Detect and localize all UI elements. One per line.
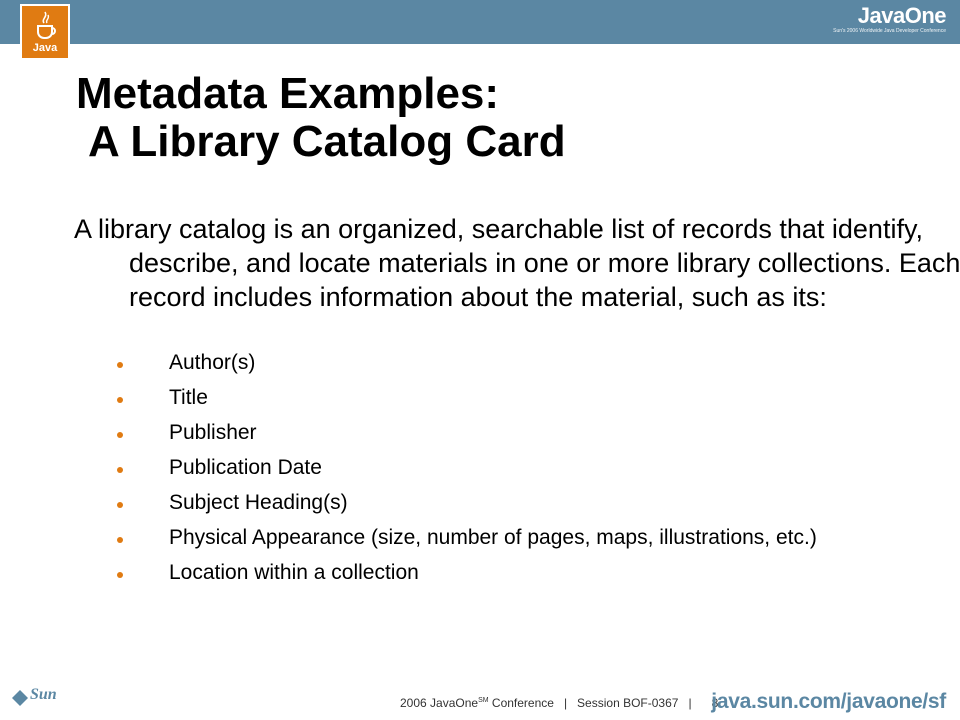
sun-logo-text: Sun — [30, 686, 57, 703]
bullet-text: Subject Heading(s) — [169, 491, 348, 514]
bullet-text: Publication Date — [169, 456, 322, 479]
bullet-text: Author(s) — [169, 351, 256, 374]
sun-logo — [12, 686, 72, 716]
java-logo — [20, 4, 70, 60]
bullet-dot-icon — [117, 502, 123, 508]
javaone-tagline: Sun's 2006 Worldwide Java Developer Conference — [833, 28, 946, 34]
bullet-dot-icon — [117, 397, 123, 403]
bullet-item — [117, 351, 837, 375]
sun-diamond-icon — [12, 690, 28, 706]
bullet-dot-icon — [117, 572, 123, 578]
bullet-item — [117, 421, 837, 445]
java-logo-text: Java — [32, 42, 58, 54]
bullet-item — [117, 526, 837, 550]
bullet-item — [117, 386, 837, 410]
bullet-dot-icon — [117, 362, 123, 368]
javaone-logo — [833, 4, 946, 35]
bullet-dot-icon — [117, 537, 123, 543]
bullet-item — [117, 456, 837, 480]
footer-session-info: Conference | Session BOF-0367 | 8 — [488, 696, 719, 710]
bullet-dot-icon — [117, 467, 123, 473]
java-cup-icon — [32, 10, 60, 40]
bullet-item — [117, 491, 837, 515]
header-bar — [0, 0, 960, 54]
slide-intro-paragraph: A library catalog is an organized, searchable list of records that identify, describe, and locate materials in one or more library collections. Each record includes information about the material, such as its: — [74, 214, 960, 312]
footer-conference-info — [400, 696, 718, 710]
bullet-item — [117, 561, 837, 585]
bullet-text: Publisher — [169, 421, 257, 444]
bullet-text: Physical Appearance (size, number of pages, maps, illustrations, etc.) — [169, 526, 817, 549]
bullet-dot-icon — [117, 432, 123, 438]
slide-title-line2: A Library Catalog Card — [88, 117, 566, 166]
slide-title — [76, 70, 566, 166]
bullet-text: Location within a collection — [169, 561, 419, 584]
footer-url: java.sun.com/javaone/sf — [711, 690, 946, 713]
slide-title-line1: Metadata Examples: — [76, 69, 500, 118]
footer-service-mark: SM — [478, 697, 489, 704]
javaone-brand-name: JavaOne — [857, 3, 946, 28]
bullet-list — [117, 351, 837, 596]
bullet-text: Title — [169, 386, 208, 409]
footer-conference-prefix: 2006 JavaOne — [400, 696, 479, 710]
